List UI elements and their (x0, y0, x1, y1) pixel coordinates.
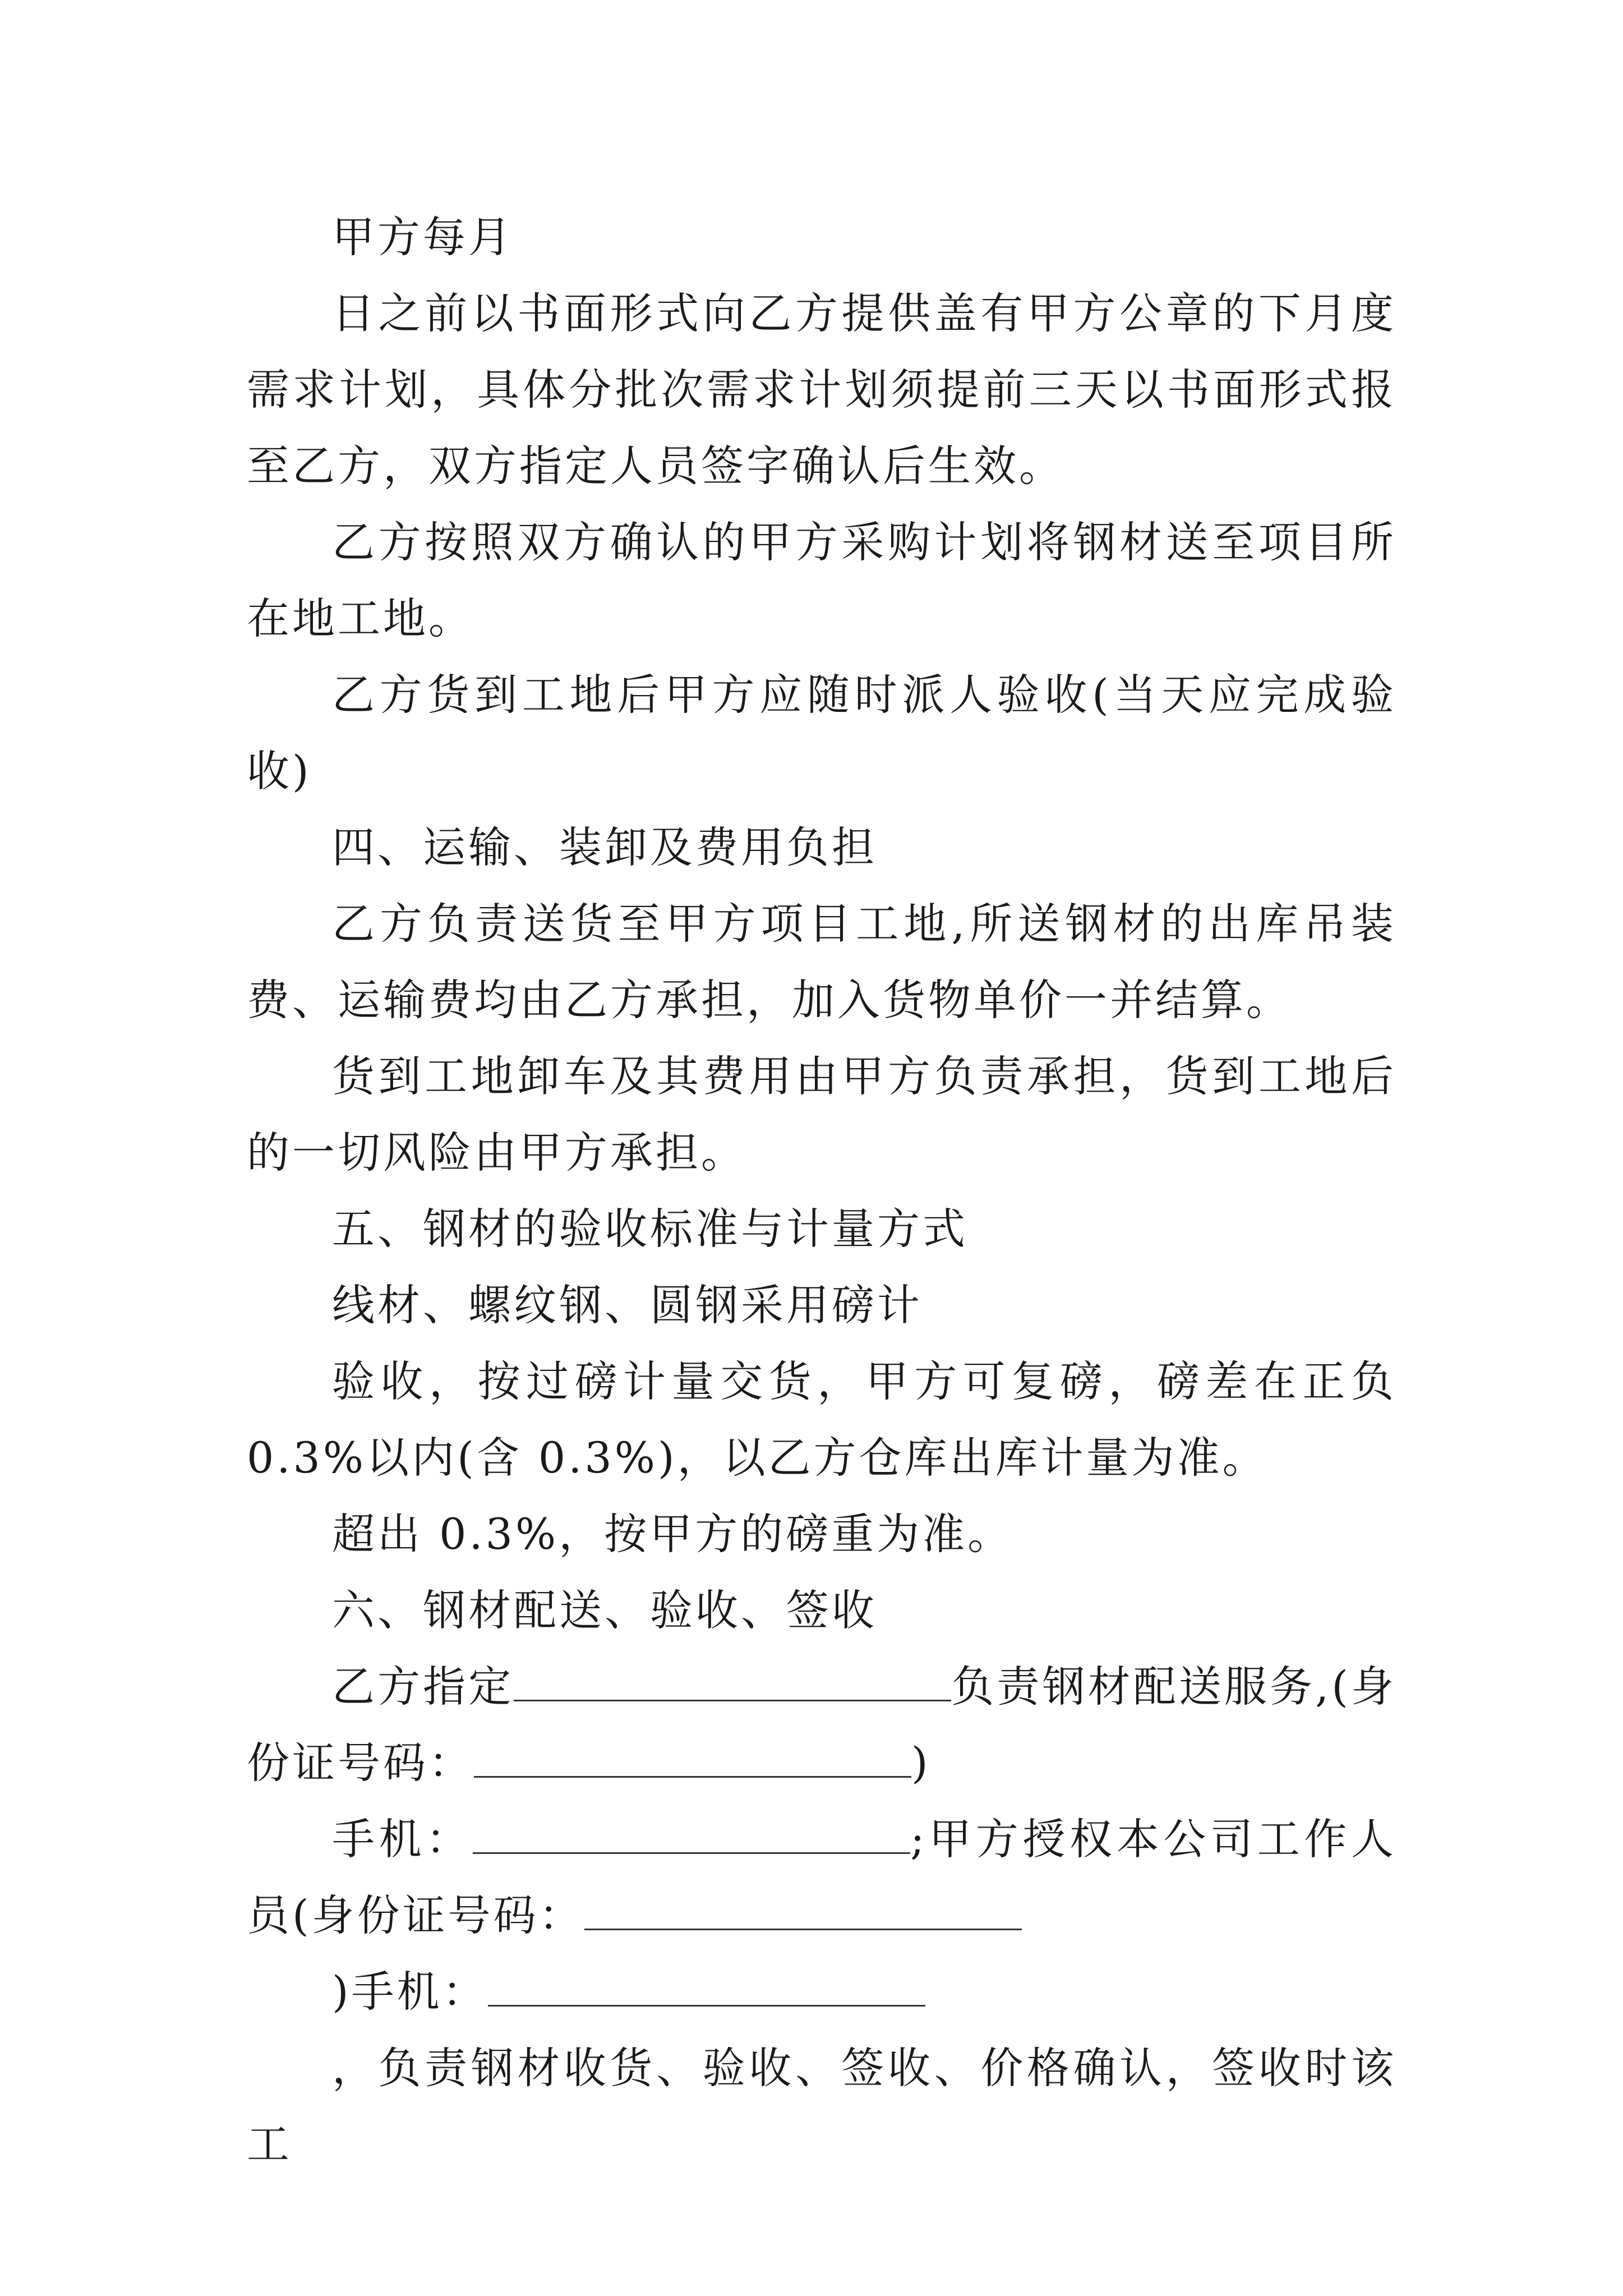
delivery-person-blank[interactable] (514, 1666, 951, 1701)
paragraph-11: 超出 0.3%，按甲方的磅重为准。 (332, 1509, 1013, 1559)
paragraph-15 (247, 1954, 1396, 2030)
paragraph-14-text-b: ;甲方授权本公司工作人员(身份证号码： (247, 1814, 1396, 1940)
staff-id-number-blank[interactable] (584, 1895, 1022, 1930)
paragraph-9: 线材、螺纹钢、圆钢采用磅计 (332, 1280, 923, 1330)
paragraph-13-text-a: 乙方指定 (332, 1662, 514, 1711)
staff-phone-blank[interactable] (488, 1971, 925, 2007)
paragraph-15-text-a: )手机： (332, 1967, 488, 2017)
paragraph-2: 日之前以书面形式向乙方提供盖有甲方公章的下月度需求计划，具体分批次需求计划须提前三天以书面形式报至乙方，双方指定人员签字确认后生效。 (247, 288, 1396, 491)
paragraph-13 (247, 1649, 1396, 1801)
paragraph-1: 甲方每月 (332, 212, 514, 262)
section-heading-4: 四、运输、装卸及费用负担 (332, 822, 877, 872)
paragraph-6: 乙方负责送货至甲方项目工地,所送钢材的出库吊装费、运输费均由乙方承担，加入货物单价一并结算。 (247, 899, 1396, 1025)
paragraph-16: ，负责钢材收货、验收、签收、价格确认，签收时该工 (247, 2043, 1396, 2169)
paragraph-7: 货到工地卸车及其费用由甲方负责承担，货到工地后的一切风险由甲方承担。 (247, 1051, 1396, 1177)
paragraph-14-text-a: 手机： (332, 1814, 473, 1864)
section-heading-5: 五、钢材的验收标准与计量方式 (332, 1204, 968, 1254)
delivery-id-number-blank[interactable] (474, 1742, 911, 1778)
paragraph-13-text-b: 负责钢材配送服务,(身份证号码： (247, 1662, 1397, 1788)
paragraph-3: 乙方按照双方确认的甲方采购计划将钢材送至项目所在地工地。 (247, 517, 1396, 643)
paragraph-14 (247, 1801, 1396, 1954)
paragraph-4: 乙方货到工地后甲方应随时派人验收(当天应完成验收) (247, 670, 1396, 796)
delivery-phone-blank[interactable] (473, 1819, 910, 1854)
paragraph-13-text-c: ) (911, 1738, 931, 1788)
document-body (247, 199, 1396, 2183)
section-heading-6: 六、钢材配送、验收、签收 (332, 1585, 877, 1635)
paragraph-10: 验收，按过磅计量交货，甲方可复磅，磅差在正负 0.3%以内(含 0.3%)，以乙方仓库出库计量为准。 (247, 1356, 1396, 1483)
